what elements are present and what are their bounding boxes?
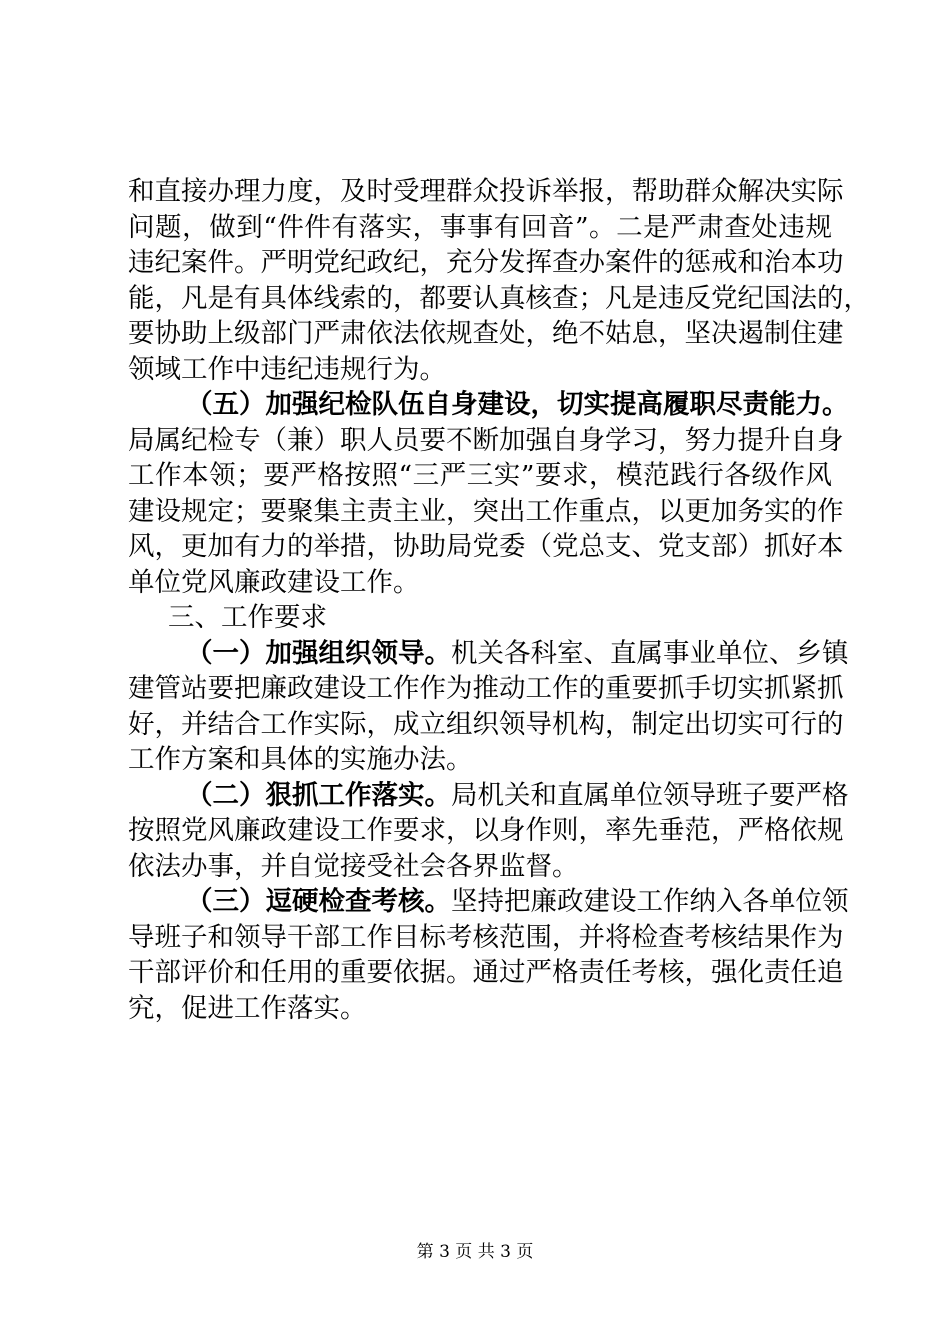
text-line: 建管站要把廉政建设工作作为推动工作的重要抓手切实抓紧抓 bbox=[128, 673, 844, 704]
text-line: 工作本领；要严格按照“三严三实”要求，模范践行各级作风 bbox=[128, 460, 832, 491]
paragraph-text: 局机关和直属单位领导班子要严格 bbox=[451, 779, 849, 811]
text-line: 问题，做到“件件有落实，事事有回音”。二是严肃查处违规 bbox=[128, 211, 832, 243]
paragraph-continuation bbox=[128, 174, 870, 387]
text-line: 违纪案件。严明党纪政纪，充分发挥查办案件的惩戒和治本功 bbox=[128, 247, 844, 278]
section-heading: 三、工作要求 bbox=[168, 602, 327, 633]
text-line bbox=[128, 884, 849, 920]
paragraph-heading: （三）逗硬检查考核。 bbox=[186, 886, 451, 917]
text-line: 风，更加有力的举措，协助局党委（党总支、党支部）抓好本 bbox=[128, 531, 844, 562]
text-line: 建设规定；要聚集主责主业，突出工作重点，以更加务实的作 bbox=[128, 495, 844, 527]
paragraph-text: 机关各科室、直属事业单位、乡镇 bbox=[451, 637, 849, 669]
text-line: 究，促进工作落实。 bbox=[128, 992, 367, 1024]
text-line: 依法办事，并自觉接受社会各界监督。 bbox=[128, 850, 579, 882]
document-body bbox=[128, 174, 870, 1026]
text-line: 领域工作中违纪违规行为。 bbox=[128, 353, 446, 385]
paragraph-text: 坚持把廉政建设工作纳入各单位领 bbox=[451, 886, 849, 917]
paragraph-heading: （二）狠抓工作落实。 bbox=[186, 779, 451, 811]
text-line: 按照党风廉政建设工作要求，以身作则，率先垂范，严格依规 bbox=[128, 815, 844, 846]
paragraph-heading: （五）加强纪检队伍自身建设，切实提高履职尽责能力。 bbox=[186, 389, 849, 420]
paragraph-heading: （一）加强组织领导。 bbox=[186, 637, 451, 669]
paragraph-five bbox=[128, 387, 849, 600]
text-line: 局属纪检专（兼）职人员要不断加强自身学习，努力提升自身 bbox=[128, 424, 844, 456]
paragraph-requirement-three bbox=[128, 884, 849, 1026]
text-line: 工作方案和具体的实施办法。 bbox=[128, 744, 473, 775]
text-line: 要协助上级部门严肃依法依规查处，绝不姑息，坚决遏制住建 bbox=[128, 318, 844, 349]
page-number-footer: 第 3 页 共 3 页 bbox=[416, 1242, 534, 1262]
text-line: 干部评价和任用的重要依据。通过严格责任考核，强化责任追 bbox=[128, 957, 844, 988]
paragraph-requirement-one bbox=[128, 636, 849, 778]
text-line bbox=[128, 636, 849, 672]
text-line: 和直接办理力度，及时受理群众投诉举报，帮助群众解决实际 bbox=[128, 176, 844, 207]
text-line: 能，凡是有具体线索的，都要认真核查；凡是违反党纪国法的， bbox=[128, 282, 870, 314]
text-line: 单位党风廉政建设工作。 bbox=[128, 566, 420, 598]
text-line bbox=[128, 778, 849, 814]
text-line: 导班子和领导干部工作目标考核范围，并将检查考核结果作为 bbox=[128, 921, 844, 953]
text-line: 好，并结合工作实际，成立组织领导机构，制定出切实可行的 bbox=[128, 708, 844, 740]
paragraph-requirement-two bbox=[128, 778, 849, 885]
